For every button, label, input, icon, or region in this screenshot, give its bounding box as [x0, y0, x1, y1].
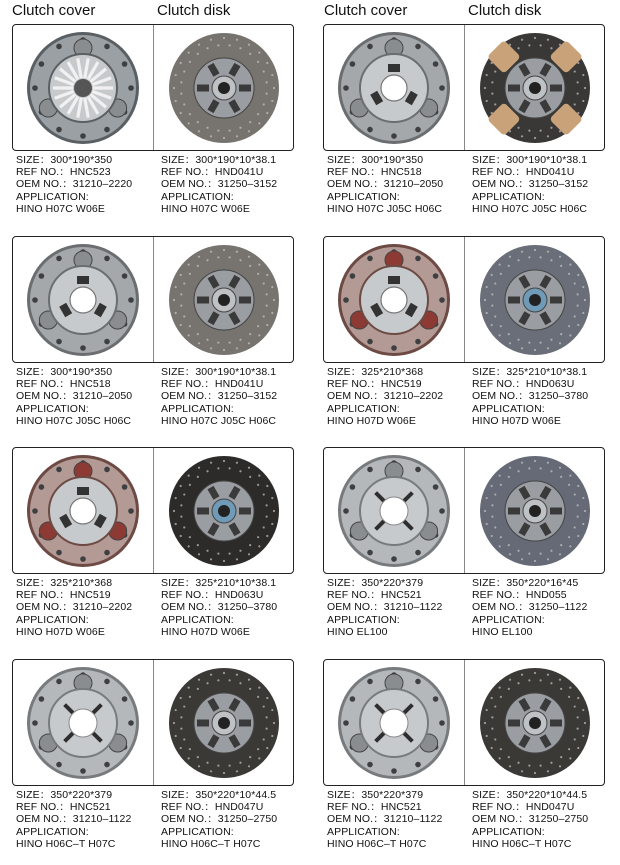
spec-app-label: APPLICATION: [16, 402, 89, 415]
spec-app: HINO H07D W06E [16, 625, 105, 638]
clutch-disk-specs [161, 154, 311, 215]
spec-app-label: APPLICATION: [327, 190, 400, 203]
spec-ref: REF NO.：HNC519 [16, 589, 111, 602]
panel-divider [153, 237, 154, 362]
clutch-disk-specs [472, 789, 620, 850]
clutch-cover-specs [327, 577, 477, 638]
clutch-disk-specs [472, 577, 620, 638]
spec-ref: REF NO.：HNC521 [16, 801, 111, 814]
spec-ref: REF NO.：HND047U [472, 801, 575, 814]
spec-app: HINO H06C–T H07C [161, 837, 261, 850]
clutch-cover-specs [16, 789, 166, 850]
spec-oem: OEM NO.：31250–3152 [161, 178, 278, 191]
panel-divider [464, 448, 465, 573]
header-clutch-cover-right: Clutch cover [324, 2, 408, 19]
header-clutch-cover-left: Clutch cover [12, 2, 96, 19]
spec-oem: OEM NO.：31210–2220 [16, 178, 133, 191]
clutch-disk-image [164, 664, 284, 782]
spec-app: HINO H07D W06E [161, 625, 250, 638]
spec-app: HINO H07D W06E [472, 414, 561, 427]
spec-oem: OEM NO.：31250–1122 [472, 601, 588, 614]
spec-size: SIZE：325*210*10*38.1 [161, 577, 277, 589]
spec-oem: OEM NO.：31210–1122 [16, 813, 132, 826]
spec-app: HINO EL100 [327, 625, 388, 638]
spec-oem: OEM NO.：31210–2202 [16, 601, 133, 614]
spec-app: HINO H06C–T H07C [327, 837, 427, 850]
spec-size: SIZE：350*220*379 [16, 789, 113, 801]
spec-size: SIZE：325*210*10*38.1 [472, 366, 588, 378]
clutch-disk-specs [472, 366, 620, 427]
product-panel [12, 24, 294, 151]
clutch-cover-image [23, 664, 143, 782]
spec-app: HINO H07D W06E [327, 414, 416, 427]
spec-app-label: APPLICATION: [16, 825, 89, 838]
spec-app: HINO H07C J05C H06C [16, 414, 132, 427]
spec-oem: OEM NO.：31210–1122 [327, 813, 443, 826]
clutch-cover-image [23, 29, 143, 147]
spec-app-label: APPLICATION: [161, 190, 234, 203]
spec-ref: REF NO.：HNC519 [327, 378, 422, 391]
spec-ref: REF NO.：HNC518 [16, 378, 111, 391]
spec-app-label: APPLICATION: [327, 613, 400, 626]
spec-oem: OEM NO.：31210–2202 [327, 390, 444, 403]
clutch-cover-image [334, 452, 454, 570]
clutch-cover-image [23, 452, 143, 570]
spec-oem: OEM NO.：31210–2050 [16, 390, 133, 403]
spec-app: HINO H07C W06E [161, 202, 250, 215]
header-clutch-disk-left: Clutch disk [157, 2, 231, 19]
spec-app: HINO H06C–T H07C [16, 837, 116, 850]
spec-app-label: APPLICATION: [327, 402, 400, 415]
spec-ref: REF NO.：HND041U [161, 166, 264, 179]
spec-app-label: APPLICATION: [472, 825, 545, 838]
product-panel [323, 447, 605, 574]
spec-oem: OEM NO.：31250–3780 [472, 390, 589, 403]
spec-ref: REF NO.：HND041U [161, 378, 264, 391]
clutch-disk-specs [161, 366, 311, 427]
product-panel [323, 24, 605, 151]
product-panel [12, 659, 294, 786]
spec-size: SIZE：300*190*10*38.1 [472, 154, 588, 166]
spec-app-label: APPLICATION: [16, 613, 89, 626]
clutch-disk-image [164, 241, 284, 359]
header-clutch-disk-right: Clutch disk [468, 2, 542, 19]
spec-size: SIZE：350*220*379 [327, 789, 424, 801]
spec-oem: OEM NO.：31250–3152 [472, 178, 589, 191]
spec-ref: REF NO.：HNC518 [327, 166, 422, 179]
panel-divider [153, 25, 154, 150]
clutch-cover-specs [16, 154, 166, 215]
spec-ref: REF NO.：HND055 [472, 589, 567, 602]
clutch-disk-specs [472, 154, 620, 215]
spec-ref: REF NO.：HNC521 [327, 589, 422, 602]
spec-ref: REF NO.：HNC521 [327, 801, 422, 814]
spec-app-label: APPLICATION: [472, 613, 545, 626]
spec-app-label: APPLICATION: [161, 613, 234, 626]
clutch-cover-specs [327, 366, 477, 427]
spec-app: HINO H06C–T H07C [472, 837, 572, 850]
spec-oem: OEM NO.：31210–2050 [327, 178, 444, 191]
clutch-disk-image [475, 29, 595, 147]
spec-ref: REF NO.：HND041U [472, 166, 575, 179]
clutch-disk-image [475, 664, 595, 782]
spec-size: SIZE：300*190*10*38.1 [161, 366, 277, 378]
spec-size: SIZE：350*220*379 [327, 577, 424, 589]
product-panel [323, 236, 605, 363]
clutch-disk-image [475, 452, 595, 570]
spec-size: SIZE：325*210*368 [16, 577, 113, 589]
spec-size: SIZE：300*190*350 [327, 154, 424, 166]
clutch-cover-specs [327, 154, 477, 215]
spec-oem: OEM NO.：31210–1122 [327, 601, 443, 614]
spec-app-label: APPLICATION: [16, 190, 89, 203]
panel-divider [464, 660, 465, 785]
spec-size: SIZE：300*190*10*38.1 [161, 154, 277, 166]
spec-app-label: APPLICATION: [472, 402, 545, 415]
clutch-cover-image [334, 241, 454, 359]
clutch-cover-specs [327, 789, 477, 850]
spec-ref: REF NO.：HNC523 [16, 166, 111, 179]
spec-app: HINO H07C J05C H06C [472, 202, 588, 215]
spec-app-label: APPLICATION: [472, 190, 545, 203]
spec-oem: OEM NO.：31250–2750 [472, 813, 589, 826]
spec-size: SIZE：350*220*16*45 [472, 577, 579, 589]
spec-app-label: APPLICATION: [161, 825, 234, 838]
product-panel [323, 659, 605, 786]
clutch-cover-image [23, 241, 143, 359]
panel-divider [464, 25, 465, 150]
spec-app-label: APPLICATION: [327, 825, 400, 838]
product-panel [12, 236, 294, 363]
spec-size: SIZE：350*220*10*44.5 [472, 789, 588, 801]
spec-app: HINO H07C J05C H06C [327, 202, 443, 215]
spec-oem: OEM NO.：31250–3152 [161, 390, 278, 403]
clutch-disk-specs [161, 789, 311, 850]
clutch-disk-image [164, 452, 284, 570]
spec-app: HINO H07C W06E [16, 202, 105, 215]
spec-size: SIZE：300*190*350 [16, 366, 113, 378]
product-panel [12, 447, 294, 574]
clutch-disk-image [475, 241, 595, 359]
spec-ref: REF NO.：HND063U [161, 589, 264, 602]
spec-size: SIZE：350*220*10*44.5 [161, 789, 277, 801]
spec-oem: OEM NO.：31250–3780 [161, 601, 278, 614]
spec-ref: REF NO.：HND047U [161, 801, 264, 814]
clutch-cover-specs [16, 366, 166, 427]
clutch-cover-specs [16, 577, 166, 638]
spec-oem: OEM NO.：31250–2750 [161, 813, 278, 826]
spec-size: SIZE：325*210*368 [327, 366, 424, 378]
clutch-disk-image [164, 29, 284, 147]
clutch-cover-image [334, 29, 454, 147]
panel-divider [153, 660, 154, 785]
spec-ref: REF NO.：HND063U [472, 378, 575, 391]
clutch-disk-specs [161, 577, 311, 638]
clutch-cover-image [334, 664, 454, 782]
spec-size: SIZE：300*190*350 [16, 154, 113, 166]
panel-divider [153, 448, 154, 573]
spec-app-label: APPLICATION: [161, 402, 234, 415]
spec-app: HINO EL100 [472, 625, 533, 638]
panel-divider [464, 237, 465, 362]
spec-app: HINO H07C J05C H06C [161, 414, 277, 427]
